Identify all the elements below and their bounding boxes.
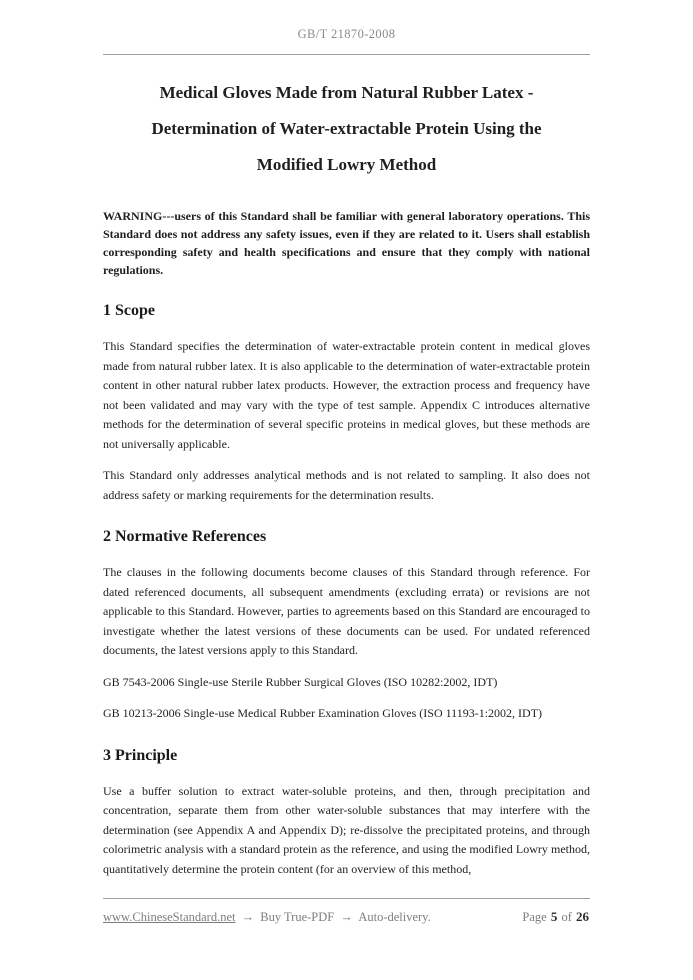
footer-left [103,910,431,925]
section-normative-references [103,527,590,724]
scope-paragraph-2: This Standard only addresses analytical methods and is not related to sampling. It also does not address safety or marking requirements for the determination results. [103,468,590,502]
section-principle [103,746,590,880]
principle-paragraph: Use a buffer solution to extract water-soluble proteins, and then, through precipitation and concentration, separate them from other water-soluble substances that may interfere with the determination (see Appendix A and Appendix D); re-dissolve the precipitated proteins, and through colorimetric analysis with a standard protein as the reference, and using the modified Lowry method, quantitatively determine the protein content (for an overview of this method, [103,783,590,876]
warning-paragraph: WARNING---users of this Standard shall be familiar with general laboratory operations. This Standard does not address any safety issues, even if they are related to it. Users shall establish corresponding safety and health specifications and ensure that they comply with national regulations. [103,209,590,277]
footer-buy-label: Buy True-PDF [260,910,335,924]
doc-number: GB/T 21870-2008 [297,27,396,41]
section-heading-scope: 1 Scope [103,302,155,319]
section-scope [103,301,590,505]
header-rule [103,54,590,55]
page-label: Page [522,910,547,924]
of-label: of [561,910,572,924]
page-number: 5 [550,909,558,924]
normative-references-paragraph: The clauses in the following documents become clauses of this Standard through reference. For dated referenced documents, all subsequent amendments (excluding errata) or revisions are not applicable to this Standard. However, parties to agreements based on this Standard are encouraged to investigate whether the latest versions of these documents can be used. For undated referenced documents, the latest versions apply to this Standard. [103,565,590,657]
scope-paragraph-1: This Standard specifies the determination of water-extractable protein content in medical gloves made from natural rubber latex. It is also applicable to the determination of water-extractable protein content in other natural rubber latex products. However, the extraction process and frequency have not been validated and may vary with the type of test sample. Appendix C introduces alternative methods for the determination of several specific proteins in medical gloves, but these methods are not universally applicable. [103,339,590,451]
title-line-2: Determination of Water-extractable Protein Using the [151,119,542,138]
title-line-1: Medical Gloves Made from Natural Rubber Latex - [159,83,534,102]
arrow-icon: → [241,910,255,924]
section-heading-normative-references: 2 Normative References [103,528,267,545]
section-heading-principle: 3 Principle [103,746,178,764]
reference-item-gb-10213: GB 10213-2006 Single-use Medical Rubber Examination Gloves (ISO 11193-1:2002, IDT) [103,706,543,720]
title-line-3: Modified Lowry Method [256,155,437,174]
page-footer [103,898,590,925]
page-indicator [522,909,590,925]
footer-row [103,909,590,925]
arrow-icon: → [340,910,353,924]
reference-item-gb-7543: GB 7543-2006 Single-use Sterile Rubber Surgical Gloves (ISO 10282:2002, IDT) [103,674,498,689]
total-pages: 26 [576,909,589,924]
footer-link[interactable]: www.ChineseStandard.net [103,910,236,924]
footer-rule [103,898,590,899]
document-title [103,75,590,183]
footer-delivery-label: Auto-delivery. [358,910,431,924]
